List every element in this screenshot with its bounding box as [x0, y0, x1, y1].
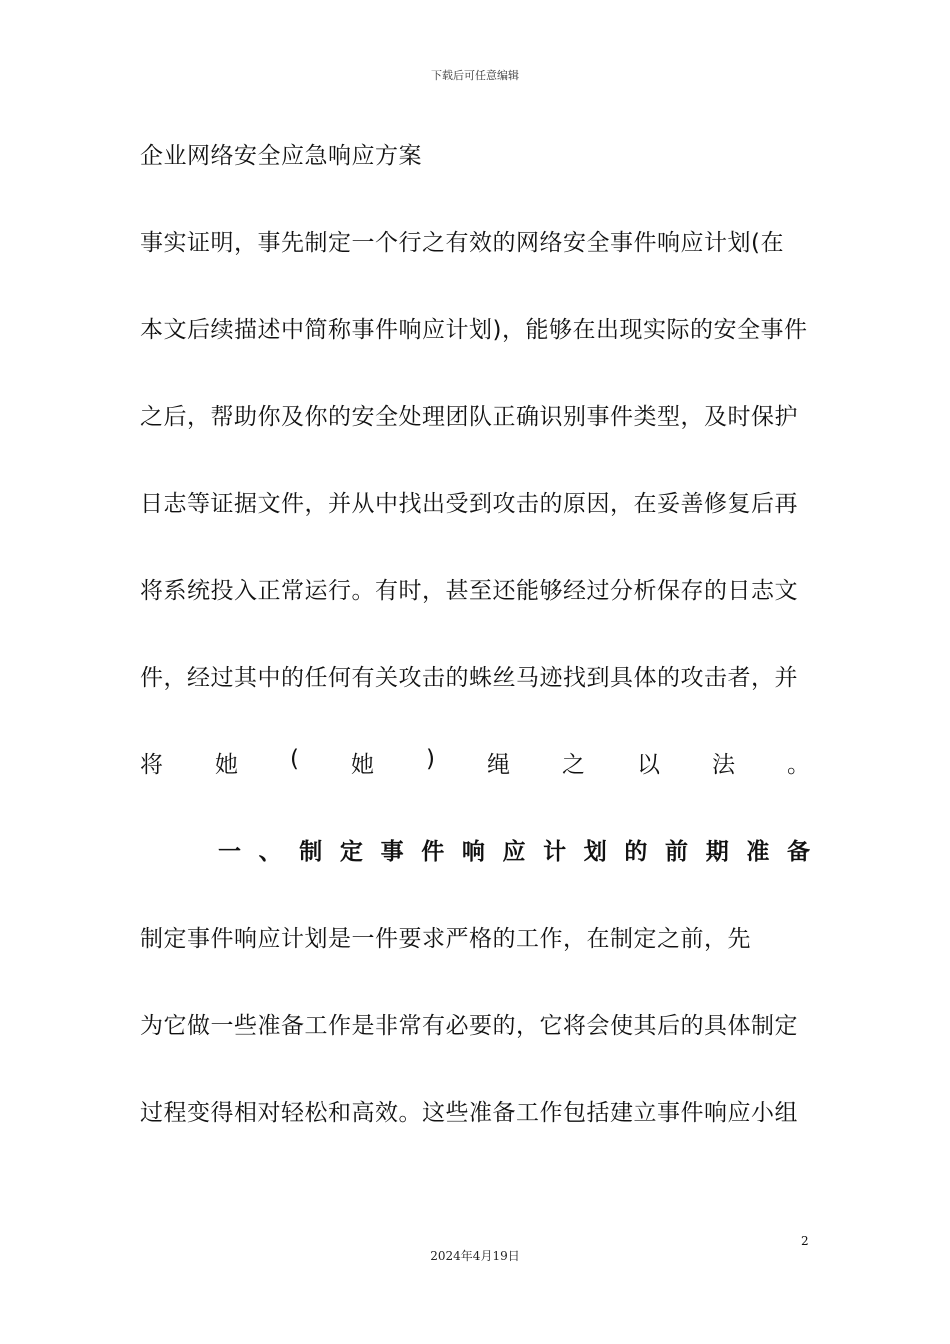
- heading-char: 件: [421, 839, 445, 865]
- justified-char: 她: [215, 752, 238, 778]
- heading-char: 期: [705, 839, 729, 865]
- justified-char: 将: [140, 752, 163, 778]
- paragraph-last-line: [140, 746, 810, 779]
- heading-char: 准: [746, 839, 770, 865]
- paragraph-line: 本文后续描述中简称事件响应计划)，能够在出现实际的安全事件: [140, 317, 808, 343]
- paragraph-line: 件，经过其中的任何有关攻击的蛛丝马迹找到具体的攻击者，并: [140, 665, 798, 691]
- justified-char: 法: [711, 752, 735, 778]
- justified-char: (: [290, 746, 299, 772]
- heading-char: 计: [543, 839, 567, 865]
- heading-char: 备: [786, 839, 810, 865]
- justified-char: 她: [350, 752, 374, 778]
- paragraph-line: 制定事件响应计划是一件要求严格的工作，在制定之前，先: [140, 926, 751, 952]
- heading-char: 应: [502, 839, 526, 865]
- paragraph-line: 过程变得相对轻松和高效。这些准备工作包括建立事件响应小组: [140, 1100, 798, 1126]
- heading-char: 的: [624, 839, 648, 865]
- heading-char: 一: [218, 839, 241, 865]
- heading-char: 事: [380, 839, 404, 865]
- paragraph-line: 为它做一些准备工作是非常有必要的，它将会使其后的具体制定: [140, 1013, 798, 1039]
- header-note: 下载后可任意编辑: [431, 69, 519, 82]
- justified-char: 绳: [486, 752, 510, 778]
- heading-char: 响: [461, 839, 485, 865]
- heading-char: 前: [665, 839, 689, 865]
- document-title: 企业网络安全应急响应方案: [140, 143, 422, 169]
- heading-char: 定: [339, 839, 363, 865]
- section-heading: [218, 833, 810, 866]
- justified-char: 以: [636, 752, 660, 778]
- paragraph-line: 事实证明，事先制定一个行之有效的网络安全事件响应计划(在: [140, 230, 784, 256]
- paragraph-line: 之后，帮助你及你的安全处理团队正确识别事件类型，及时保护: [140, 404, 798, 430]
- paragraph-line: 日志等证据文件，并从中找出受到攻击的原因，在妥善修复后再: [140, 491, 798, 517]
- heading-char: 划: [583, 839, 607, 865]
- justified-char: 。: [786, 752, 810, 778]
- justified-char: ): [425, 746, 435, 772]
- page-number: 2: [801, 1234, 809, 1248]
- footer-date: 2024年4月19日: [430, 1249, 520, 1263]
- paragraph-line: 将系统投入正常运行。有时，甚至还能够经过分析保存的日志文: [140, 578, 798, 604]
- heading-char: 、: [258, 839, 282, 865]
- heading-char: 制: [299, 839, 323, 865]
- justified-char: 之: [561, 752, 585, 778]
